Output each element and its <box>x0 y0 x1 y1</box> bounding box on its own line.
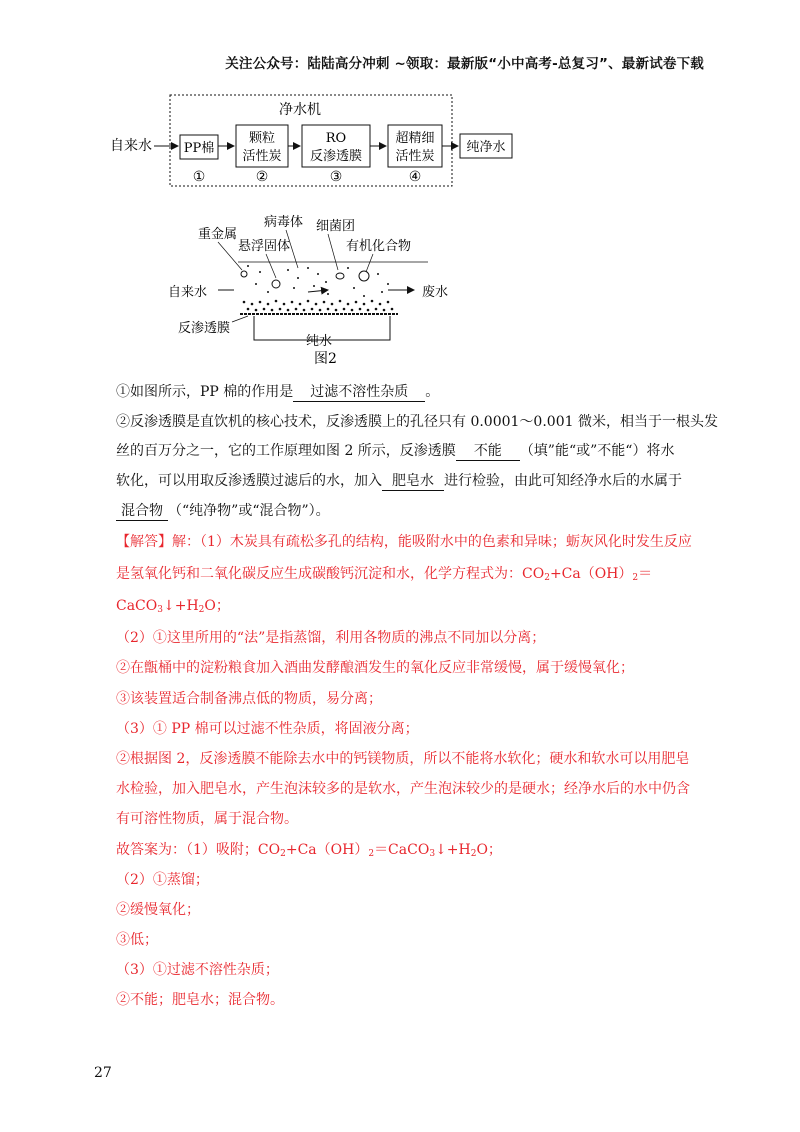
stage-1-number: ① <box>192 169 206 185</box>
stage-3-label-1: RO <box>325 131 347 146</box>
stage-2-label-1: 颗粒 <box>248 131 276 146</box>
solution-line-5: ②在甑桶中的淀粉粮食加入酒曲发酵酿酒发生的氧化反应非常缓慢，属于缓慢氧化； <box>116 660 634 676</box>
answer-line-2: （2）①蒸馏； <box>116 872 209 888</box>
question-2-line-1: ②反渗透膜是直饮机的核心技术，反渗透膜上的孔径只有 0.0001～0.001 微米，相当于一根头发 <box>116 414 718 430</box>
virus-label: 病毒体 <box>264 215 304 230</box>
q2-answer-3: 混合物 <box>116 503 168 521</box>
purifier-flow-diagram <box>108 88 528 193</box>
tap-water-label: 自来水 <box>168 285 208 300</box>
answer-line-1: 故答案为：（1）吸附；$CO_2+Ca(OH)_2=CaCO_3↓+H_2O$； <box>116 842 502 859</box>
stage-2-label-2: 活性炭 <box>242 149 282 164</box>
membrane-label: 反渗透膜 <box>178 321 231 336</box>
input-label: 自来水 <box>110 138 152 154</box>
stage-4-label-1: 超精细 <box>395 131 435 146</box>
bacteria-label: 细菌团 <box>316 219 356 234</box>
reverse-osmosis-diagram <box>168 212 468 367</box>
solution-line-8: ②根据图 2，反渗透膜不能除去水中的钙镁物质，所以不能将水软化；硬水和软水可以用肥皂 <box>116 751 690 767</box>
answer-line-5: （3）①过滤不溶性杂质； <box>116 962 279 978</box>
stage-3-label-2: 反渗透膜 <box>309 149 363 164</box>
page-number: 27 <box>94 1065 112 1081</box>
question-1: ①如图所示，PP 棉的作用是 过滤不溶性杂质 。 <box>116 384 440 400</box>
question-2-line-4: 混合物 （“纯净物”或“混合物”）。 <box>116 500 330 521</box>
stage-4-label-2: 活性炭 <box>395 149 435 164</box>
page-header: 关注公众号：陆陆高分冲刺 ~领取：最新版“小中高考-总复习”、最新试卷下载 <box>225 56 704 72</box>
waste-water-label: 废水 <box>422 285 449 300</box>
solution-line-3: $CaCO_3↓+H_2O$； <box>116 598 230 615</box>
figure-2-caption: 图2 <box>314 351 337 367</box>
answer-line-6: ②不能；肥皂水；混合物。 <box>116 992 284 1008</box>
solution-line-7: （3）① PP 棉可以过滤不性杂质，将固液分离； <box>116 721 419 737</box>
q2-answer-1: 不能 <box>456 443 520 461</box>
solution-line-4: （2）①这里所用的“法”是指蒸馏，利用各物质的沸点不同加以分离； <box>116 630 546 646</box>
solution-line-10: 有可溶性物质，属于混合物。 <box>116 811 298 827</box>
heavy-metal-label: 重金属 <box>198 227 238 242</box>
q2-answer-2: 肥皂水 <box>382 473 444 491</box>
solution-tag: 【解答】 <box>116 534 172 550</box>
solution-line-6: ③该装置适合制备沸点低的物质，易分离； <box>116 691 382 707</box>
solution-line-1: 【解答】解：（1）木炭具有疏松多孔的结构，能吸附水中的色素和异味；蛎灰风化时发生反应 <box>116 534 692 550</box>
stage-3-number: ③ <box>329 169 343 185</box>
q1-answer: 过滤不溶性杂质 <box>293 384 425 402</box>
solution-line-9: 水检验，加入肥皂水，产生泡沫较多的是软水，产生泡沫较少的是硬水；经净水后的水中仍含 <box>116 781 690 797</box>
output-label: 纯净水 <box>466 140 506 155</box>
stage-1-label: PP棉 <box>183 141 215 156</box>
question-2-line-3: 软化，可以用取反渗透膜过滤后的水，加入 肥皂水 进行检验，由此可知经净水后的水属于 <box>116 473 682 489</box>
answer-line-3: ②缓慢氧化； <box>116 902 200 918</box>
stage-2-number: ② <box>255 169 269 185</box>
solution-line-2: 是氢氧化钙和二氧化碳反应生成碳酸钙沉淀和水，化学方程式为：$CO_2+Ca(OH)_2=$ <box>116 566 653 583</box>
pure-water-label: 纯水 <box>306 334 333 349</box>
question-2-line-2: 丝的百万分之一，它的工作原理如图 2 所示，反渗透膜 不能 （填”能“或”不能“）将水 <box>116 443 675 459</box>
organic-compounds-label: 有机化合物 <box>346 239 412 254</box>
answer-line-4: ③低； <box>116 932 158 948</box>
stage-4-number: ④ <box>408 169 422 185</box>
machine-label: 净水机 <box>279 102 321 118</box>
suspended-solids-label: 悬浮固体 <box>238 239 291 254</box>
